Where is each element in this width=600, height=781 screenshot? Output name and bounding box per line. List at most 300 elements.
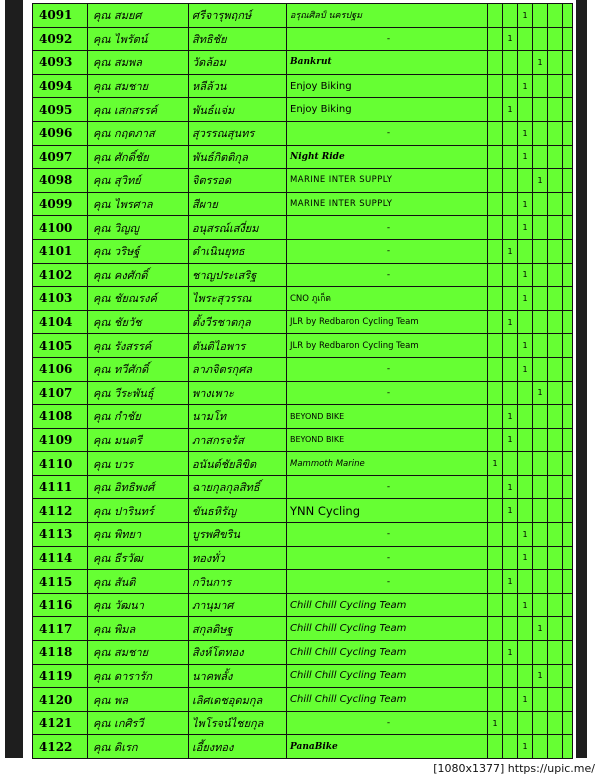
category-mark-cell bbox=[533, 334, 548, 358]
category-mark-cell bbox=[518, 617, 533, 641]
category-mark-cell bbox=[488, 664, 503, 688]
bib-number-cell: 4106 bbox=[33, 357, 88, 381]
category-mark-cell bbox=[563, 641, 573, 665]
category-mark-cell bbox=[548, 405, 563, 429]
last-name-cell: นาคพลั้ง bbox=[189, 664, 287, 688]
category-mark-cell bbox=[518, 499, 533, 523]
team-cell: Chill Chill Cycling Team bbox=[287, 641, 488, 665]
first-name-cell: คุณ ปารินทร์ bbox=[88, 499, 189, 523]
category-mark-cell bbox=[503, 121, 518, 145]
category-mark-cell bbox=[548, 664, 563, 688]
category-mark-cell bbox=[488, 546, 503, 570]
bib-number-cell: 4116 bbox=[33, 593, 88, 617]
first-name-cell: คุณ อิทธิพงศ์ bbox=[88, 475, 189, 499]
table-row bbox=[33, 735, 573, 759]
category-mark-cell bbox=[488, 475, 503, 499]
category-mark-cell bbox=[488, 570, 503, 594]
category-mark-cell bbox=[518, 381, 533, 405]
category-mark-cell: 1 bbox=[518, 593, 533, 617]
table-row bbox=[33, 169, 573, 193]
last-name-cell: ฉายกุลกุลสิทธิ์ bbox=[189, 475, 287, 499]
category-mark-cell bbox=[488, 334, 503, 358]
table-row bbox=[33, 593, 573, 617]
category-mark-cell bbox=[488, 523, 503, 547]
first-name-cell: คุณ ไพรศาล bbox=[88, 192, 189, 216]
team-cell: Enjoy Biking bbox=[287, 74, 488, 98]
category-mark-cell: 1 bbox=[503, 428, 518, 452]
category-mark-cell: 1 bbox=[503, 499, 518, 523]
category-mark-cell bbox=[503, 381, 518, 405]
category-mark-cell bbox=[563, 169, 573, 193]
last-name-cell: ขันธหิรัญ bbox=[189, 499, 287, 523]
table-row bbox=[33, 499, 573, 523]
bib-number-cell: 4095 bbox=[33, 98, 88, 122]
first-name-cell: คุณ คงศักดิ์ bbox=[88, 263, 189, 287]
category-mark-cell bbox=[533, 593, 548, 617]
first-name-cell: คุณ ทวีศักดิ์ bbox=[88, 357, 189, 381]
team-cell: BEYOND BIKE bbox=[287, 428, 488, 452]
category-mark-cell: 1 bbox=[503, 310, 518, 334]
category-mark-cell bbox=[563, 405, 573, 429]
first-name-cell: คุณ พิมล bbox=[88, 617, 189, 641]
category-mark-cell bbox=[533, 711, 548, 735]
category-mark-cell bbox=[503, 4, 518, 28]
category-mark-cell bbox=[488, 74, 503, 98]
category-mark-cell bbox=[518, 475, 533, 499]
category-mark-cell bbox=[488, 169, 503, 193]
last-name-cell: ตั้งวีรชาตกุล bbox=[189, 310, 287, 334]
category-mark-cell bbox=[563, 428, 573, 452]
table-row bbox=[33, 570, 573, 594]
last-name-cell: จิตรรอด bbox=[189, 169, 287, 193]
category-mark-cell bbox=[533, 192, 548, 216]
category-mark-cell bbox=[548, 617, 563, 641]
first-name-cell: คุณ รังสรรค์ bbox=[88, 334, 189, 358]
category-mark-cell: 1 bbox=[518, 523, 533, 547]
category-mark-cell bbox=[488, 51, 503, 75]
category-mark-cell bbox=[518, 452, 533, 476]
table-row bbox=[33, 357, 573, 381]
category-mark-cell: 1 bbox=[518, 4, 533, 28]
category-mark-cell bbox=[563, 711, 573, 735]
category-mark-cell bbox=[488, 641, 503, 665]
category-mark-cell bbox=[503, 452, 518, 476]
category-mark-cell bbox=[548, 357, 563, 381]
category-mark-cell: 1 bbox=[518, 287, 533, 311]
category-mark-cell bbox=[503, 593, 518, 617]
team-cell: MARINE INTER SUPPLY bbox=[287, 169, 488, 193]
table-row bbox=[33, 664, 573, 688]
registration-rows bbox=[33, 4, 573, 759]
category-mark-cell bbox=[518, 405, 533, 429]
category-mark-cell bbox=[563, 239, 573, 263]
team-cell: - bbox=[287, 239, 488, 263]
bib-number-cell: 4100 bbox=[33, 216, 88, 240]
bib-number-cell: 4096 bbox=[33, 121, 88, 145]
team-cell: CNO ภูเก็ต bbox=[287, 287, 488, 311]
last-name-cell: สุวรรณสุนทร bbox=[189, 121, 287, 145]
last-name-cell: เลิศเดชอุดมกุล bbox=[189, 688, 287, 712]
team-cell: JLR by Redbaron Cycling Team bbox=[287, 310, 488, 334]
category-mark-cell bbox=[563, 287, 573, 311]
category-mark-cell bbox=[563, 688, 573, 712]
category-mark-cell bbox=[488, 357, 503, 381]
first-name-cell: คุณ กฤตภาส bbox=[88, 121, 189, 145]
last-name-cell: สีผาย bbox=[189, 192, 287, 216]
first-name-cell: คุณ พล bbox=[88, 688, 189, 712]
category-mark-cell bbox=[548, 475, 563, 499]
category-mark-cell bbox=[563, 546, 573, 570]
category-mark-cell bbox=[548, 4, 563, 28]
category-mark-cell bbox=[533, 475, 548, 499]
category-mark-cell bbox=[503, 74, 518, 98]
category-mark-cell: 1 bbox=[503, 475, 518, 499]
last-name-cell: สิทธิชัย bbox=[189, 27, 287, 51]
category-mark-cell bbox=[503, 192, 518, 216]
category-mark-cell bbox=[548, 546, 563, 570]
category-mark-cell bbox=[488, 735, 503, 759]
table-row bbox=[33, 523, 573, 547]
team-cell: Chill Chill Cycling Team bbox=[287, 617, 488, 641]
category-mark-cell: 1 bbox=[518, 357, 533, 381]
category-mark-cell bbox=[503, 216, 518, 240]
category-mark-cell bbox=[563, 4, 573, 28]
category-mark-cell bbox=[563, 381, 573, 405]
last-name-cell: อนันต์ชัยลิขิต bbox=[189, 452, 287, 476]
table-row bbox=[33, 287, 573, 311]
category-mark-cell bbox=[548, 641, 563, 665]
first-name-cell: คุณ สมพล bbox=[88, 51, 189, 75]
category-mark-cell: 1 bbox=[518, 546, 533, 570]
category-mark-cell bbox=[548, 452, 563, 476]
bib-number-cell: 4091 bbox=[33, 4, 88, 28]
last-name-cell: อนุสรณ์เสงี่ยม bbox=[189, 216, 287, 240]
team-cell: Chill Chill Cycling Team bbox=[287, 664, 488, 688]
bib-number-cell: 4110 bbox=[33, 452, 88, 476]
table-row bbox=[33, 641, 573, 665]
first-name-cell: คุณ วริษฐ์ bbox=[88, 239, 189, 263]
bib-number-cell: 4103 bbox=[33, 287, 88, 311]
category-mark-cell bbox=[563, 51, 573, 75]
category-mark-cell bbox=[548, 428, 563, 452]
category-mark-cell: 1 bbox=[488, 452, 503, 476]
last-name-cell: พันธ์แจ่ม bbox=[189, 98, 287, 122]
category-mark-cell: 1 bbox=[503, 641, 518, 665]
team-cell: - bbox=[287, 381, 488, 405]
category-mark-cell bbox=[533, 428, 548, 452]
category-mark-cell: 1 bbox=[518, 74, 533, 98]
table-row bbox=[33, 74, 573, 98]
last-name-cell: เอี้ยงทอง bbox=[189, 735, 287, 759]
category-mark-cell bbox=[518, 51, 533, 75]
category-mark-cell bbox=[533, 357, 548, 381]
last-name-cell: พันธ์กิตติกุล bbox=[189, 145, 287, 169]
category-mark-cell bbox=[548, 216, 563, 240]
category-mark-cell bbox=[533, 121, 548, 145]
category-mark-cell: 1 bbox=[518, 688, 533, 712]
table-row bbox=[33, 145, 573, 169]
category-mark-cell bbox=[518, 711, 533, 735]
category-mark-cell bbox=[503, 263, 518, 287]
category-mark-cell bbox=[488, 263, 503, 287]
last-name-cell: ภานุมาศ bbox=[189, 593, 287, 617]
first-name-cell: คุณ ศักดิ์ชัย bbox=[88, 145, 189, 169]
last-name-cell: นามโท bbox=[189, 405, 287, 429]
table-row bbox=[33, 381, 573, 405]
team-cell: MARINE INTER SUPPLY bbox=[287, 192, 488, 216]
team-cell: Enjoy Biking bbox=[287, 98, 488, 122]
bib-number-cell: 4105 bbox=[33, 334, 88, 358]
table-row bbox=[33, 405, 573, 429]
last-name-cell: ดำเนินยุทธ bbox=[189, 239, 287, 263]
category-mark-cell bbox=[548, 334, 563, 358]
category-mark-cell bbox=[563, 617, 573, 641]
bib-number-cell: 4108 bbox=[33, 405, 88, 429]
category-mark-cell bbox=[518, 664, 533, 688]
category-mark-cell bbox=[533, 239, 548, 263]
category-mark-cell bbox=[518, 570, 533, 594]
first-name-cell: คุณ สมชาย bbox=[88, 641, 189, 665]
table-row bbox=[33, 546, 573, 570]
bib-number-cell: 4112 bbox=[33, 499, 88, 523]
table-row bbox=[33, 192, 573, 216]
table-row bbox=[33, 475, 573, 499]
category-mark-cell bbox=[548, 121, 563, 145]
category-mark-cell bbox=[563, 98, 573, 122]
category-mark-cell bbox=[503, 169, 518, 193]
team-cell: Bankrut bbox=[287, 51, 488, 75]
bib-number-cell: 4113 bbox=[33, 523, 88, 547]
first-name-cell: คุณ สมยศ bbox=[88, 4, 189, 28]
first-name-cell: คุณ สุวิทย์ bbox=[88, 169, 189, 193]
last-name-cell: ศรีจารุพฤกษ์ bbox=[189, 4, 287, 28]
bib-number-cell: 4114 bbox=[33, 546, 88, 570]
category-mark-cell bbox=[533, 145, 548, 169]
team-cell: - bbox=[287, 263, 488, 287]
bib-number-cell: 4118 bbox=[33, 641, 88, 665]
category-mark-cell bbox=[533, 27, 548, 51]
category-mark-cell bbox=[533, 263, 548, 287]
category-mark-cell: 1 bbox=[518, 263, 533, 287]
table-row bbox=[33, 216, 573, 240]
category-mark-cell: 1 bbox=[533, 664, 548, 688]
category-mark-cell bbox=[533, 98, 548, 122]
first-name-cell: คุณ สันติ bbox=[88, 570, 189, 594]
category-mark-cell bbox=[533, 570, 548, 594]
category-mark-cell bbox=[518, 310, 533, 334]
category-mark-cell bbox=[488, 121, 503, 145]
category-mark-cell: 1 bbox=[518, 216, 533, 240]
table-row bbox=[33, 452, 573, 476]
category-mark-cell bbox=[503, 357, 518, 381]
team-cell: JLR by Redbaron Cycling Team bbox=[287, 334, 488, 358]
category-mark-cell bbox=[533, 4, 548, 28]
category-mark-cell: 1 bbox=[533, 381, 548, 405]
category-mark-cell bbox=[518, 169, 533, 193]
category-mark-cell bbox=[548, 27, 563, 51]
category-mark-cell: 1 bbox=[503, 27, 518, 51]
team-cell: - bbox=[287, 121, 488, 145]
category-mark-cell bbox=[533, 688, 548, 712]
last-name-cell: ไพโรจน์ไชยกุล bbox=[189, 711, 287, 735]
category-mark-cell bbox=[503, 523, 518, 547]
first-name-cell: คุณ ไพรัตน์ bbox=[88, 27, 189, 51]
team-cell: Chill Chill Cycling Team bbox=[287, 688, 488, 712]
category-mark-cell bbox=[488, 593, 503, 617]
category-mark-cell bbox=[548, 310, 563, 334]
category-mark-cell bbox=[533, 499, 548, 523]
category-mark-cell bbox=[548, 287, 563, 311]
bib-number-cell: 4121 bbox=[33, 711, 88, 735]
category-mark-cell: 1 bbox=[518, 121, 533, 145]
category-mark-cell bbox=[488, 145, 503, 169]
category-mark-cell bbox=[563, 735, 573, 759]
category-mark-cell bbox=[533, 310, 548, 334]
category-mark-cell bbox=[548, 711, 563, 735]
first-name-cell: คุณ ชัยวัช bbox=[88, 310, 189, 334]
first-name-cell: คุณ กำชัย bbox=[88, 405, 189, 429]
category-mark-cell bbox=[548, 98, 563, 122]
category-mark-cell: 1 bbox=[503, 239, 518, 263]
team-cell: - bbox=[287, 216, 488, 240]
first-name-cell: คุณ วัฒนา bbox=[88, 593, 189, 617]
bib-number-cell: 4120 bbox=[33, 688, 88, 712]
category-mark-cell bbox=[503, 51, 518, 75]
registration-table bbox=[32, 3, 573, 759]
bib-number-cell: 4104 bbox=[33, 310, 88, 334]
category-mark-cell bbox=[563, 310, 573, 334]
category-mark-cell bbox=[488, 216, 503, 240]
category-mark-cell bbox=[518, 27, 533, 51]
team-cell: YNN Cycling bbox=[287, 499, 488, 523]
category-mark-cell bbox=[488, 499, 503, 523]
category-mark-cell bbox=[518, 98, 533, 122]
team-cell: Mammoth Marine bbox=[287, 452, 488, 476]
table-row bbox=[33, 334, 573, 358]
bib-number-cell: 4109 bbox=[33, 428, 88, 452]
category-mark-cell bbox=[503, 145, 518, 169]
category-mark-cell bbox=[533, 74, 548, 98]
bib-number-cell: 4115 bbox=[33, 570, 88, 594]
category-mark-cell: 1 bbox=[518, 735, 533, 759]
first-name-cell: คุณ บวร bbox=[88, 452, 189, 476]
category-mark-cell: 1 bbox=[533, 51, 548, 75]
team-cell: - bbox=[287, 357, 488, 381]
bib-number-cell: 4107 bbox=[33, 381, 88, 405]
bib-number-cell: 4093 bbox=[33, 51, 88, 75]
category-mark-cell bbox=[488, 287, 503, 311]
category-mark-cell: 1 bbox=[518, 192, 533, 216]
category-mark-cell bbox=[563, 499, 573, 523]
category-mark-cell: 1 bbox=[503, 405, 518, 429]
category-mark-cell bbox=[563, 121, 573, 145]
category-mark-cell bbox=[503, 546, 518, 570]
team-cell: - bbox=[287, 27, 488, 51]
bib-number-cell: 4092 bbox=[33, 27, 88, 51]
image-size-watermark: [1080x1377] https://upic.me/ bbox=[430, 760, 598, 777]
table-row bbox=[33, 310, 573, 334]
bib-number-cell: 4119 bbox=[33, 664, 88, 688]
first-name-cell: คุณ ดิเรก bbox=[88, 735, 189, 759]
bib-number-cell: 4101 bbox=[33, 239, 88, 263]
bib-number-cell: 4099 bbox=[33, 192, 88, 216]
bib-number-cell: 4097 bbox=[33, 145, 88, 169]
category-mark-cell bbox=[503, 735, 518, 759]
category-mark-cell bbox=[563, 452, 573, 476]
first-name-cell: คุณ เสกสรรค์ bbox=[88, 98, 189, 122]
category-mark-cell bbox=[548, 570, 563, 594]
team-cell: Chill Chill Cycling Team bbox=[287, 593, 488, 617]
category-mark-cell: 1 bbox=[518, 334, 533, 358]
category-mark-cell bbox=[503, 617, 518, 641]
bib-number-cell: 4111 bbox=[33, 475, 88, 499]
last-name-cell: กวินการ bbox=[189, 570, 287, 594]
category-mark-cell bbox=[503, 334, 518, 358]
category-mark-cell bbox=[548, 74, 563, 98]
category-mark-cell bbox=[563, 593, 573, 617]
table-row bbox=[33, 27, 573, 51]
table-row bbox=[33, 711, 573, 735]
category-mark-cell bbox=[503, 688, 518, 712]
category-mark-cell bbox=[563, 27, 573, 51]
category-mark-cell bbox=[563, 357, 573, 381]
first-name-cell: คุณ พิทยา bbox=[88, 523, 189, 547]
category-mark-cell bbox=[518, 428, 533, 452]
category-mark-cell bbox=[548, 381, 563, 405]
team-cell: Night Ride bbox=[287, 145, 488, 169]
category-mark-cell bbox=[563, 263, 573, 287]
category-mark-cell bbox=[563, 145, 573, 169]
category-mark-cell bbox=[548, 499, 563, 523]
last-name-cell: พางเพาะ bbox=[189, 381, 287, 405]
first-name-cell: คุณ ชัยณรงค์ bbox=[88, 287, 189, 311]
first-name-cell: คุณ วิญญู bbox=[88, 216, 189, 240]
team-cell: อรุณศิลป์ นครปฐม bbox=[287, 4, 488, 28]
category-mark-cell bbox=[518, 641, 533, 665]
table-row bbox=[33, 688, 573, 712]
table-row bbox=[33, 428, 573, 452]
last-name-cell: ภาสกรจรัส bbox=[189, 428, 287, 452]
last-name-cell: ไพระสุวรรณ bbox=[189, 287, 287, 311]
category-mark-cell bbox=[488, 405, 503, 429]
category-mark-cell bbox=[533, 641, 548, 665]
category-mark-cell bbox=[488, 27, 503, 51]
category-mark-cell bbox=[548, 523, 563, 547]
category-mark-cell: 1 bbox=[503, 98, 518, 122]
last-name-cell: ลาภจิตรกุศล bbox=[189, 357, 287, 381]
team-cell: PanaBike bbox=[287, 735, 488, 759]
category-mark-cell bbox=[563, 216, 573, 240]
team-cell: - bbox=[287, 475, 488, 499]
category-mark-cell bbox=[563, 475, 573, 499]
category-mark-cell bbox=[488, 428, 503, 452]
table-row bbox=[33, 121, 573, 145]
first-name-cell: คุณ เกศิรวี bbox=[88, 711, 189, 735]
category-mark-cell bbox=[488, 381, 503, 405]
category-mark-cell bbox=[518, 239, 533, 263]
category-mark-cell bbox=[548, 169, 563, 193]
category-mark-cell: 1 bbox=[503, 570, 518, 594]
first-name-cell: คุณ วีระพันธุ์ bbox=[88, 381, 189, 405]
last-name-cell: ทองทั่ว bbox=[189, 546, 287, 570]
category-mark-cell bbox=[548, 192, 563, 216]
category-mark-cell bbox=[503, 711, 518, 735]
first-name-cell: คุณ ดารารัก bbox=[88, 664, 189, 688]
category-mark-cell bbox=[488, 688, 503, 712]
bib-number-cell: 4102 bbox=[33, 263, 88, 287]
bib-number-cell: 4117 bbox=[33, 617, 88, 641]
team-cell: - bbox=[287, 711, 488, 735]
